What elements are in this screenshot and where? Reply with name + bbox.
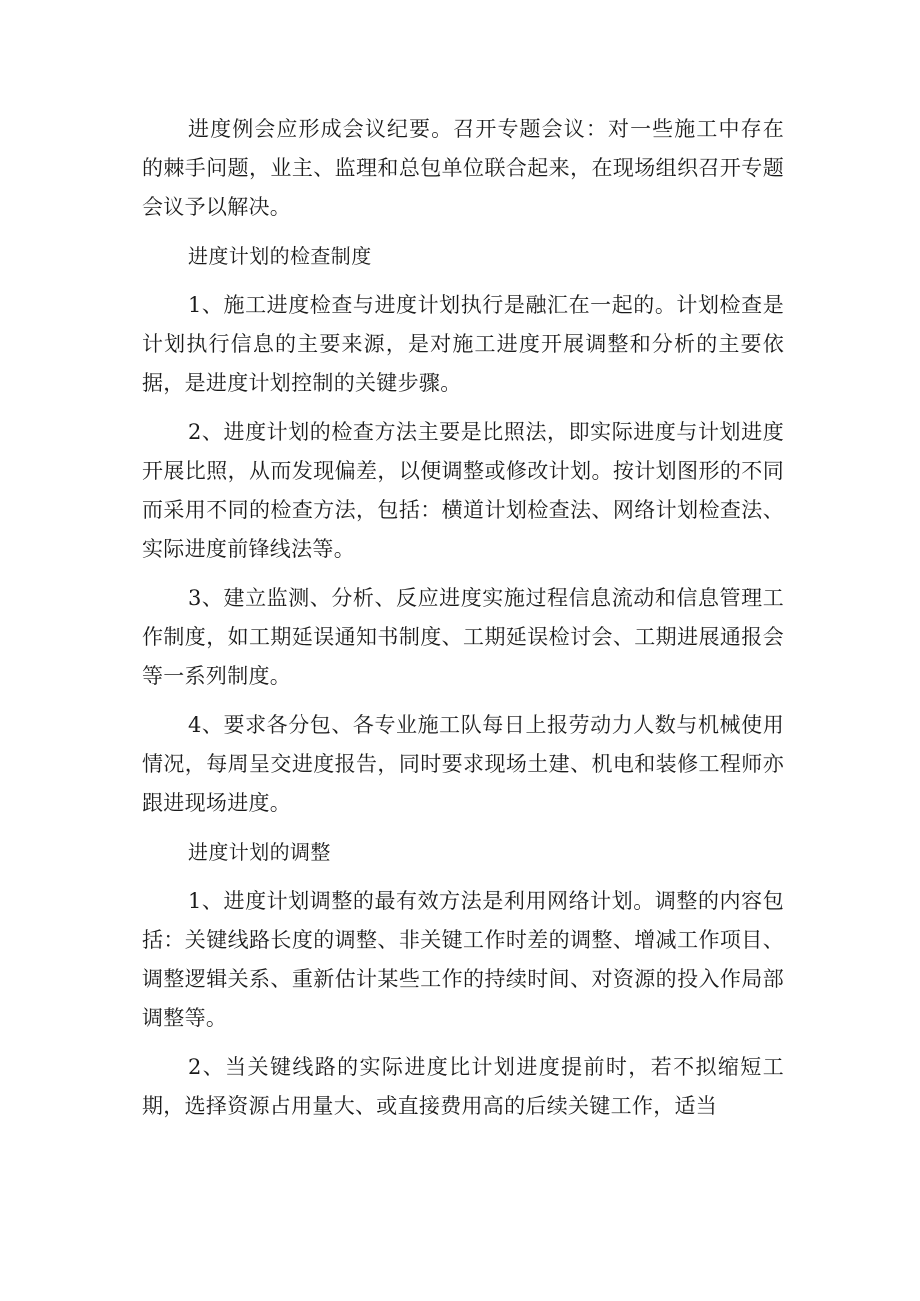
- paragraph-inspection-3: 3、建立监测、分析、反应进度实施过程信息流动和信息管理工作制度，如工期延误通知书制度、工期延误检讨会、工期进展通报会等一系列制度。: [142, 586, 784, 688]
- section-heading-adjustment: 进度计划的调整: [188, 840, 331, 864]
- paragraph-inspection-2: 2、进度计划的检查方法主要是比照法，即实际进度与计划进度开展比照，从而发现偏差，以便调整或修改计划。按计划图形的不同而采用不同的检查方法，包括：横道计划检查法、网络计划检查法、实际进度前锋线法等。: [142, 420, 784, 561]
- paragraph-inspection-1: 1、施工进度检查与进度计划执行是融汇在一起的。计划检查是计划执行信息的主要来源，是对施工进度开展调整和分析的主要依据，是进度计划控制的关键步骤。: [142, 293, 784, 395]
- section-heading-inspection: 进度计划的检查制度: [188, 244, 372, 268]
- paragraph-adjustment-2: 2、当关键线路的实际进度比计划进度提前时，若不拟缩短工期，选择资源占用量大、或直接费用高的后续关键工作，适当: [142, 1055, 784, 1118]
- document-page: [142, 110, 784, 1136]
- paragraph-inspection-4: 4、要求各分包、各专业施工队每日上报劳动力人数与机械使用情况，每周呈交进度报告，同时要求现场土建、机电和装修工程师亦跟进现场进度。: [142, 713, 784, 815]
- paragraph-progress-meeting: 进度例会应形成会议纪要。召开专题会议：对一些施工中存在的棘手问题，业主、监理和总包单位联合起来，在现场组织召开专题会议予以解决。: [142, 117, 784, 219]
- paragraph-adjustment-1: 1、进度计划调整的最有效方法是利用网络计划。调整的内容包括：关键线路长度的调整、非关键工作时差的调整、增减工作项目、调整逻辑关系、重新估计某些工作的持续时间、对资源的投入作局部调整等。: [142, 889, 784, 1030]
